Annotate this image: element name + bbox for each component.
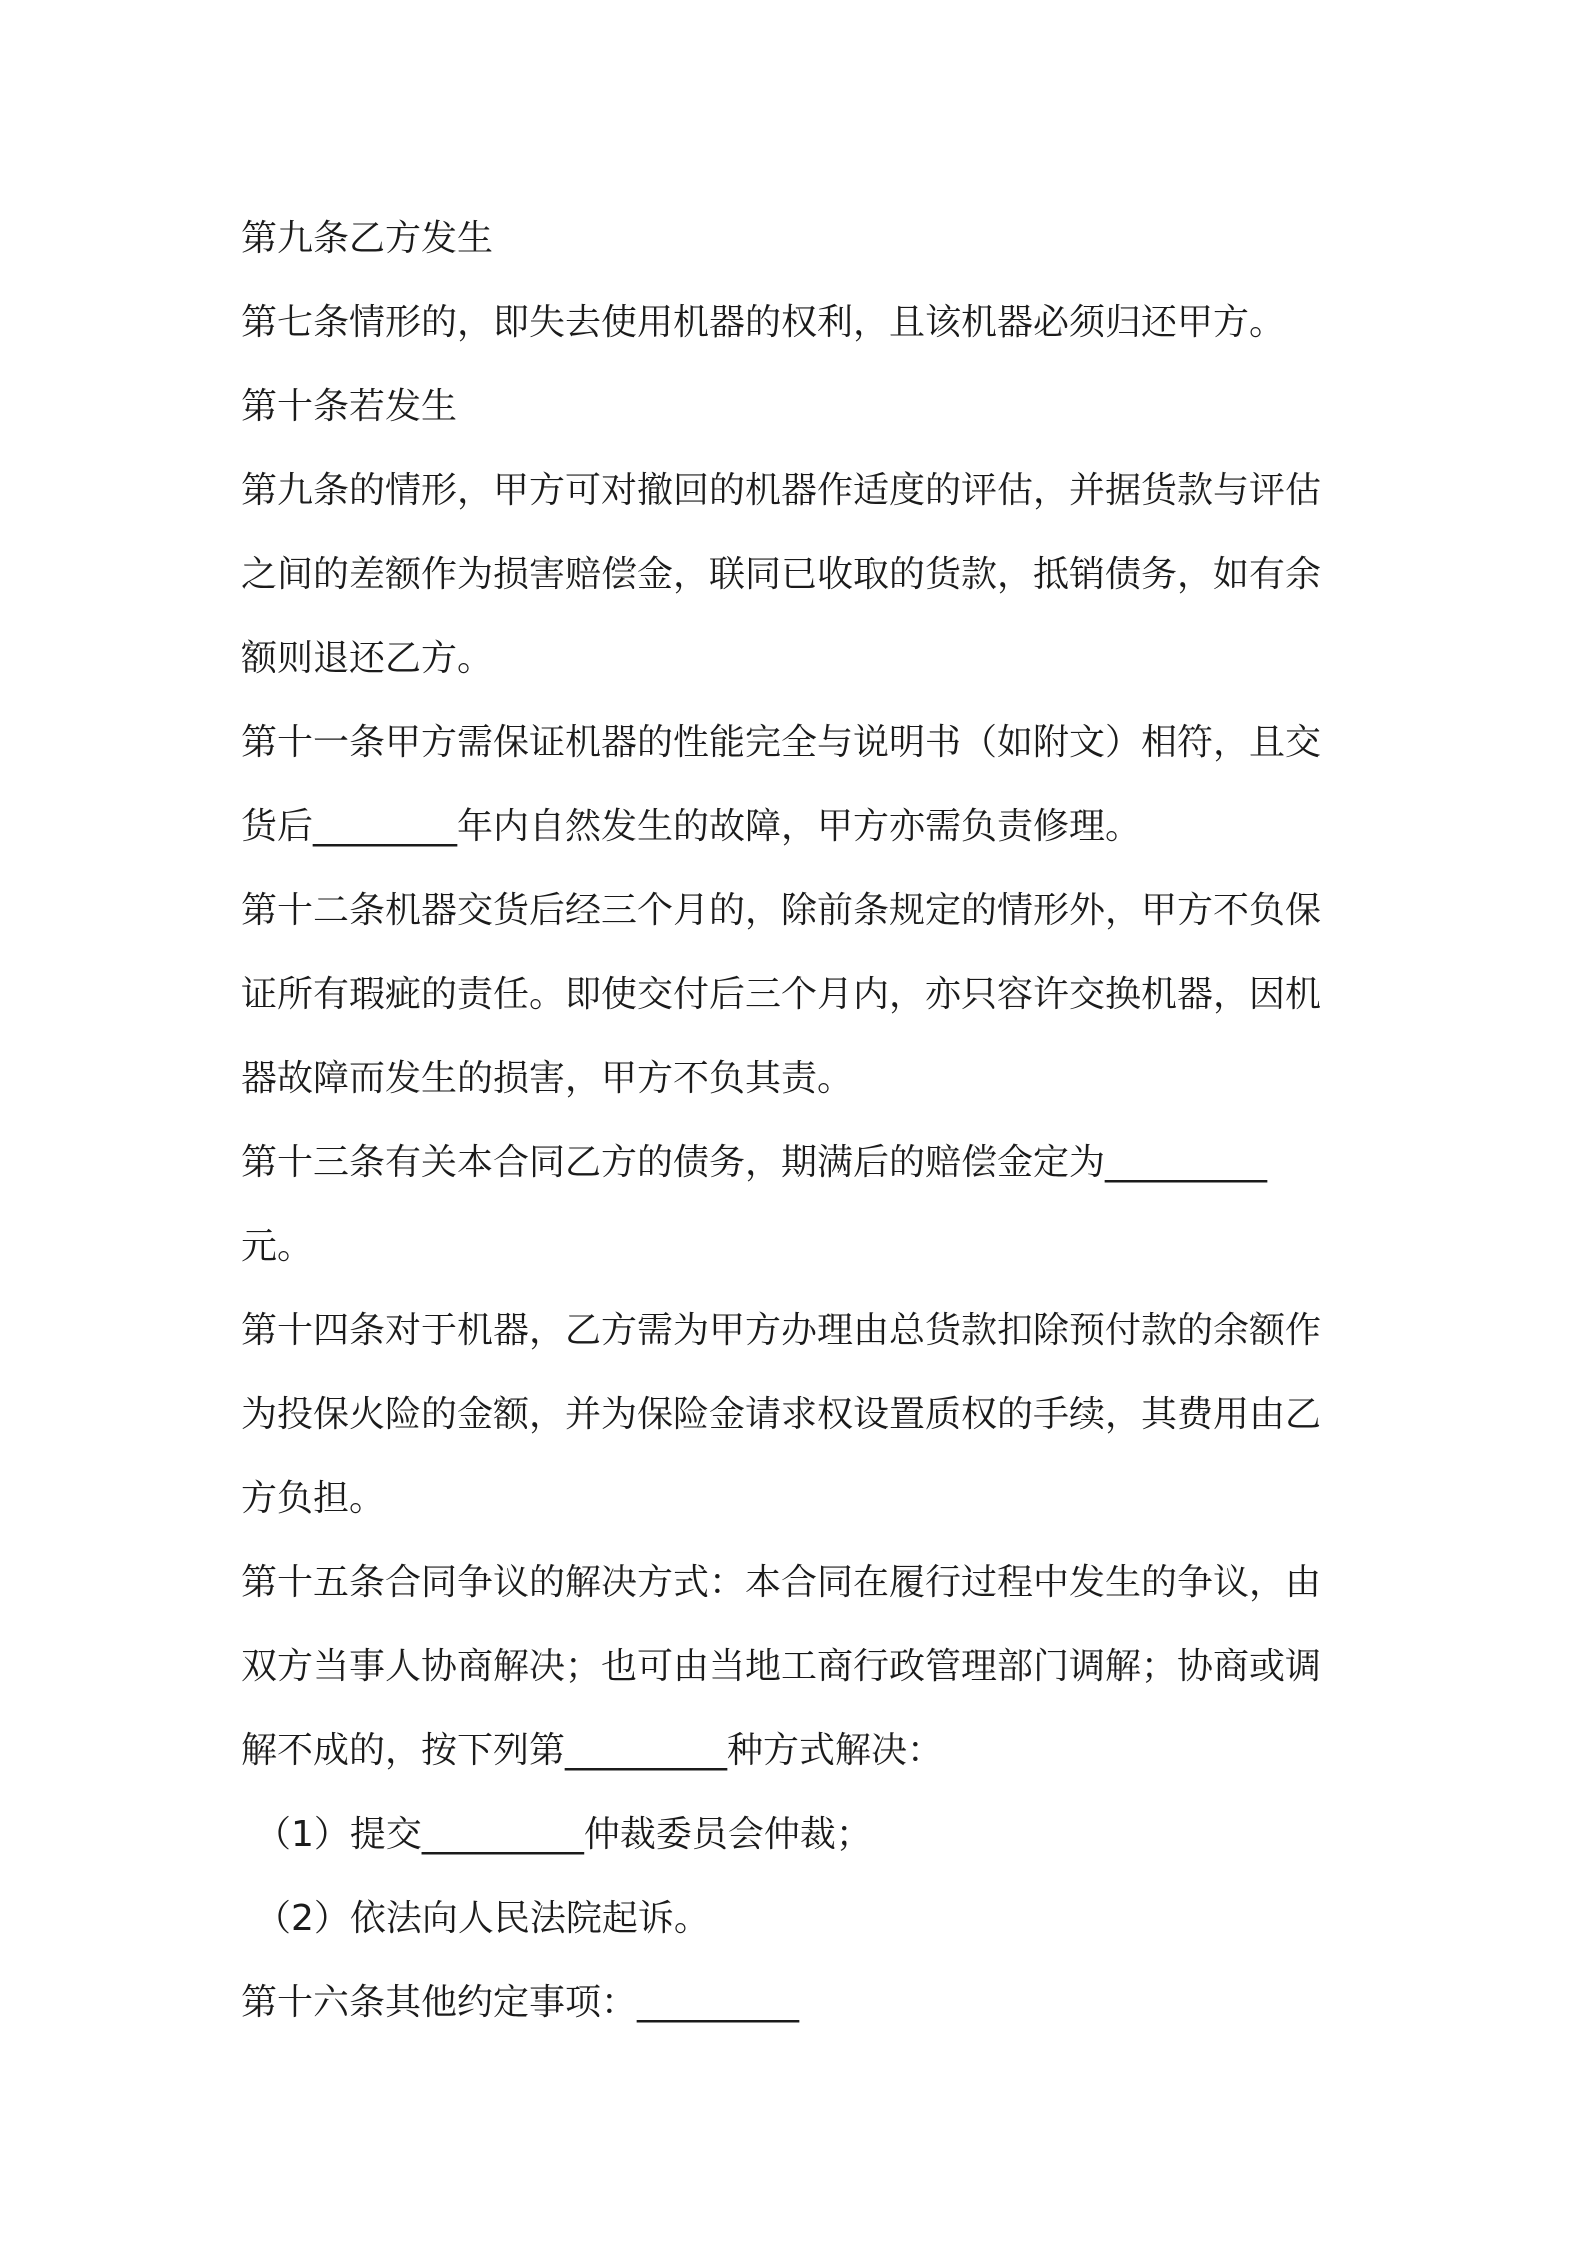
paragraph-art15 [241, 1541, 1361, 1793]
text-line: 双方当事人协商解决；也可由当地工商行政管理部门调解；协商或调 [241, 1646, 1322, 1687]
paragraph-art9-header [241, 197, 1361, 281]
paragraph-art10-header [241, 365, 1361, 449]
text-line: 第十二条机器交货后经三个月的，除前条规定的情形外，甲方不负保 [241, 890, 1322, 931]
text-line: 器故障而发生的损害，甲方不负其责。 [241, 1058, 854, 1099]
paragraph-art9-ref [241, 449, 1361, 701]
paragraph-art12 [241, 869, 1361, 1121]
contract-body [241, 197, 1361, 2045]
text-line: 第十三条有关本合同乙方的债务，期满后的赔偿金定为_________ [241, 1142, 1268, 1183]
text-line: （2）依法向人民法院起诉。 [255, 1898, 710, 1939]
paragraph-art14 [241, 1289, 1361, 1541]
text-line: 证所有瑕疵的责任。即使交付后三个月内，亦只容许交换机器，因机 [241, 974, 1322, 1015]
paragraph-art11 [241, 701, 1361, 869]
text-line: 解不成的，按下列第_________种方式解决： [241, 1730, 944, 1771]
text-line: 第十一条甲方需保证机器的性能完全与说明书（如附文）相符，且交 [241, 722, 1322, 763]
paragraph-art16 [241, 1961, 1361, 2045]
text-line: 第十六条其他约定事项：_________ [241, 1982, 800, 2023]
text-line: 第十四条对于机器，乙方需为甲方办理由总货款扣除预付款的余额作 [241, 1310, 1322, 1351]
text-line: 第十条若发生 [241, 386, 458, 427]
text-line: （1）提交_________仲裁委员会仲裁； [255, 1814, 872, 1855]
paragraph-art15-option-1 [241, 1793, 1361, 1877]
paragraph-art13 [241, 1121, 1361, 1289]
text-line: 货后________年内自然发生的故障，甲方亦需负责修理。 [241, 806, 1142, 847]
text-line: 第七条情形的，即失去使用机器的权利，且该机器必须归还甲方。 [241, 302, 1286, 343]
text-line: 第九条乙方发生 [241, 218, 494, 259]
paragraph-art7-ref [241, 281, 1361, 365]
text-line: 之间的差额作为损害赔偿金，联同已收取的货款，抵销债务，如有余 [241, 554, 1322, 595]
text-line: 方负担。 [241, 1478, 386, 1519]
text-line: 第十五条合同争议的解决方式：本合同在履行过程中发生的争议，由 [241, 1562, 1322, 1603]
text-line: 额则退还乙方。 [241, 638, 494, 679]
paragraph-art15-option-2 [241, 1877, 1361, 1961]
text-line: 第九条的情形，甲方可对撤回的机器作适度的评估，并据货款与评估 [241, 470, 1322, 511]
text-line: 元。 [241, 1226, 314, 1267]
text-line: 为投保火险的金额，并为保险金请求权设置质权的手续，其费用由乙 [241, 1394, 1322, 1435]
